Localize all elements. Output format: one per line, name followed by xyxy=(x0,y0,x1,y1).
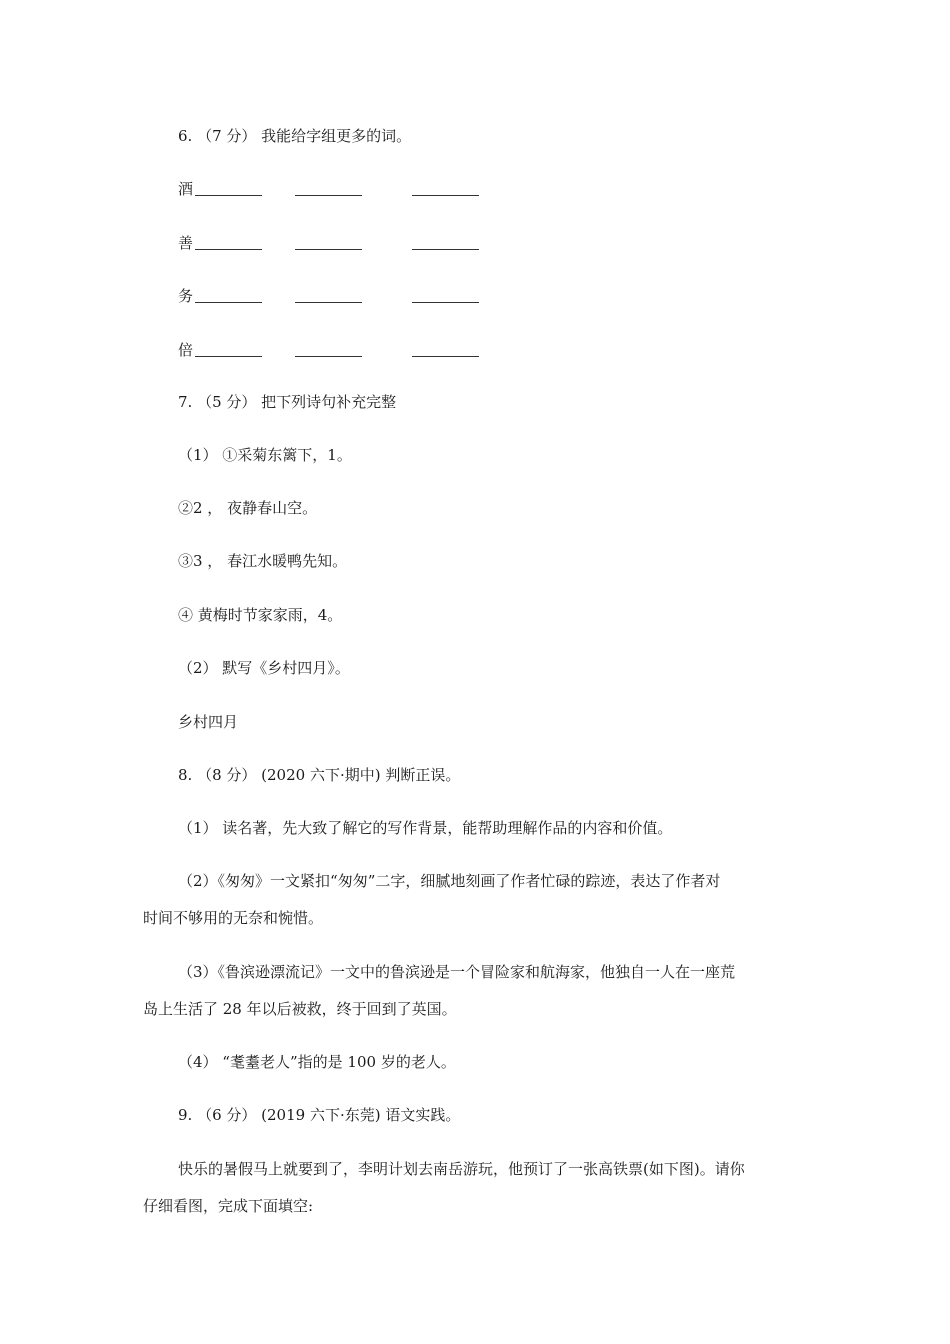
answer-blank[interactable] xyxy=(295,249,362,250)
q8-item-3: （3）《鲁滨逊漂流记》一文中的鲁滨逊是一个冒险家和航海家，他独自一人在一座荒 xyxy=(178,963,736,981)
q9-title: 9. （6 分） (2019 六下·东莞) 语文实践。 xyxy=(178,1106,461,1124)
q7-line3: ③3 ， 春江水暖鸭先知。 xyxy=(178,552,348,570)
answer-blank[interactable] xyxy=(195,195,262,196)
q8-item-4: （4） “耄耋老人”指的是 100 岁的老人。 xyxy=(178,1053,456,1071)
q6-char-1: 酒 xyxy=(178,180,194,198)
q8-item-1: （1） 读名著，先大致了解它的写作背景，能帮助理解作品的内容和价值。 xyxy=(178,819,673,837)
answer-blank[interactable] xyxy=(195,249,262,250)
answer-blank[interactable] xyxy=(412,249,479,250)
q6-char-4: 倍 xyxy=(178,341,194,359)
q6-char-3: 务 xyxy=(178,287,194,305)
answer-blank[interactable] xyxy=(412,356,479,357)
q7-line4: ④ 黄梅时节家家雨，4。 xyxy=(178,606,343,624)
q6-char-2: 善 xyxy=(178,234,194,252)
q7-poem-title: 乡村四月 xyxy=(178,713,239,731)
answer-blank[interactable] xyxy=(295,195,362,196)
q8-title: 8. （8 分） (2020 六下·期中) 判断正误。 xyxy=(178,766,461,784)
q9-paragraph-cont: 仔细看图，完成下面填空: xyxy=(143,1197,314,1215)
answer-blank[interactable] xyxy=(412,195,479,196)
answer-blank[interactable] xyxy=(195,356,262,357)
q8-item-2-cont: 时间不够用的无奈和惋惜。 xyxy=(143,909,324,927)
answer-blank[interactable] xyxy=(295,302,362,303)
q8-item-3-cont: 岛上生活了 28 年以后被救，终于回到了英国。 xyxy=(143,1000,457,1018)
q7-part2: （2） 默写《乡村四月》。 xyxy=(178,659,350,677)
q7-part1: （1） ①采菊东篱下，1。 xyxy=(178,446,352,464)
q8-item-2: （2）《匆匆》一文紧扣“匆匆”二字，细腻地刻画了作者忙碌的踪迹，表达了作者对 xyxy=(178,872,721,890)
q9-paragraph: 快乐的暑假马上就要到了，李明计划去南岳游玩，他预订了一张高铁票(如下图)。请你 xyxy=(178,1160,745,1178)
answer-blank[interactable] xyxy=(412,302,479,303)
q6-title: 6. （7 分） 我能给字组更多的词。 xyxy=(178,127,412,145)
answer-blank[interactable] xyxy=(295,356,362,357)
q7-title: 7. （5 分） 把下列诗句补充完整 xyxy=(178,393,397,411)
q7-line2: ②2 ， 夜静春山空。 xyxy=(178,499,318,517)
answer-blank[interactable] xyxy=(195,302,262,303)
